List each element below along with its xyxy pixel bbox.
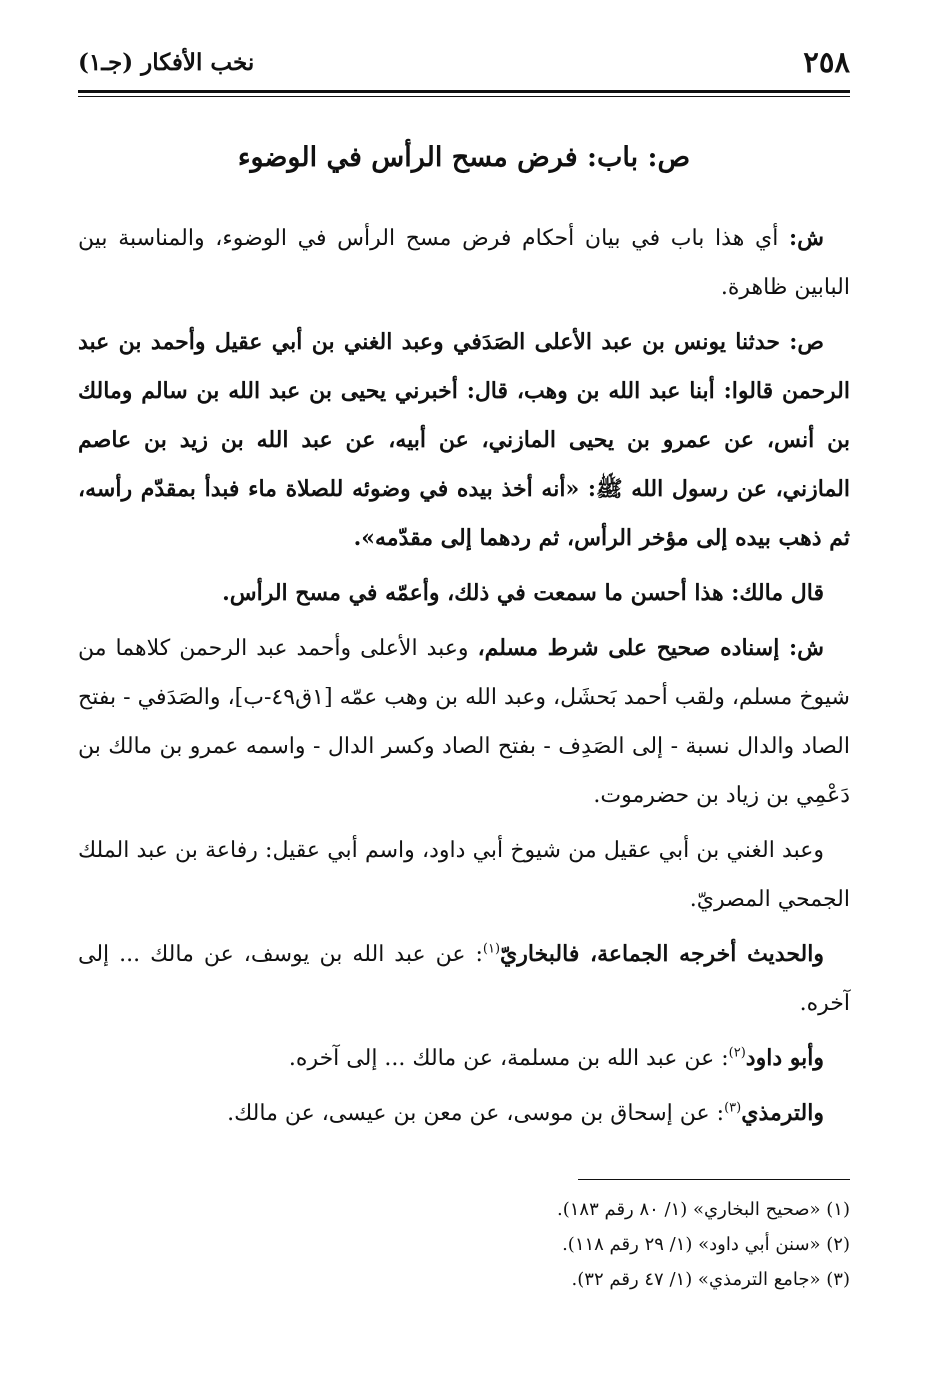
text-marker: ص: xyxy=(789,329,824,355)
running-header xyxy=(78,42,850,82)
paragraph-tirmidhi-source xyxy=(78,1089,850,1138)
source-lead: والترمذي xyxy=(741,1100,824,1126)
footnote-separator xyxy=(578,1179,850,1180)
paragraph-commentary-intro xyxy=(78,214,850,312)
chapter-heading: ص: باب: فرض مسح الرأس في الوضوء xyxy=(237,142,691,173)
header-rule-thin xyxy=(78,96,850,97)
book-page xyxy=(78,42,850,1362)
footnotes xyxy=(78,1192,850,1297)
paragraph-hadith-text xyxy=(78,318,850,563)
paragraph-text: حدثنا يونس بن عبد الأعلى الصَدَفي وعبد الغني بن أبي عقيل وأحمد بن عبد الرحمن قالوا: أبنا عبد الله بن وهب، قال: أخبرني يحيى بن عبد الله بن سالم ومالك بن أنس، عن عمرو بن يحيى المازني، عن أبيه، عن عبد الله بن زيد بن عاصم المازني، عن رسول الله ﷺ: «أنه أخذ بيده في وضوئه للصلاة ماء فبدأ بمقدّم رأسه، ثم ذهب بيده إلى مؤخر الرأس، ثم ردهما إلى مقدّمه». xyxy=(78,329,850,551)
footnote-item: (٣) «جامع الترمذي» (١/ ٤٧ رقم ٣٢). xyxy=(571,1269,850,1290)
paragraph-text: قال مالك: هذا أحسن ما سمعت في ذلك، وأعمّه في مسح الرأس. xyxy=(222,580,824,606)
book-title: نخب الأفكار (جـ١) xyxy=(78,48,255,76)
main-text xyxy=(78,214,850,1144)
footnote-ref[interactable]: (٣) xyxy=(724,1100,742,1116)
footnote-item: (٢) «سنن أبي داود» (١/ ٢٩ رقم ١١٨). xyxy=(562,1234,850,1255)
page-number: ٢٥٨ xyxy=(803,45,850,79)
commentary-marker: ش: xyxy=(789,635,824,661)
source-lead: وأبو داود xyxy=(745,1045,824,1071)
paragraph-narrator-note xyxy=(78,826,850,924)
source-lead: والحديث أخرجه الجماعة، فالبخاريّ xyxy=(500,941,824,967)
paragraph-abudawud-source xyxy=(78,1034,850,1083)
footnote-item: (١) «صحيح البخاري» (١/ ٨٠ رقم ١٨٣). xyxy=(556,1199,850,1220)
paragraph-text: وعبد الأعلى وأحمد عبد الرحمن كلاهما من شيوخ مسلم، ولقب أحمد بَحشَل، وعبد الله بن وهب عمّه [١ق٤٩-ب]، والصَدَفي - بفتح الصاد والدال نسبة - إلى الصَدِف - بفتح الصاد وكسر الدال - واسمه عمرو بن مالك بن دَعْمِي بن زياد بن حضرموت. xyxy=(78,636,850,808)
paragraph-text: : عن إسحاق بن موسى، عن معن بن عيسى، عن مالك. xyxy=(227,1101,725,1126)
paragraph-text: : عن عبد الله بن مسلمة، عن مالك ... إلى آخره. xyxy=(288,1046,729,1071)
paragraph-bukhari-source xyxy=(78,930,850,1028)
paragraph-isnad-commentary xyxy=(78,624,850,820)
isnad-verdict: إسناده صحيح على شرط مسلم، xyxy=(477,635,790,661)
footnote-ref[interactable]: (٢) xyxy=(728,1045,746,1061)
paragraph-text: : عن عبد الله بن يوسف، عن مالك ... إلى آخره. xyxy=(78,942,850,1016)
paragraph-text: أي هذا باب في بيان أحكام فرض مسح الرأس في الوضوء، والمناسبة بين البابين ظاهرة. xyxy=(78,226,850,300)
footnote-ref[interactable]: (١) xyxy=(482,941,501,957)
paragraph-malik-saying xyxy=(78,569,850,618)
commentary-marker: ش: xyxy=(789,225,824,251)
header-rule-thick xyxy=(78,90,850,93)
paragraph-text: وعبد الغني بن أبي عقيل من شيوخ أبي داود، واسم أبي عقيل: رفاعة بن عبد الملك الجمحي المصريّ. xyxy=(78,838,850,912)
